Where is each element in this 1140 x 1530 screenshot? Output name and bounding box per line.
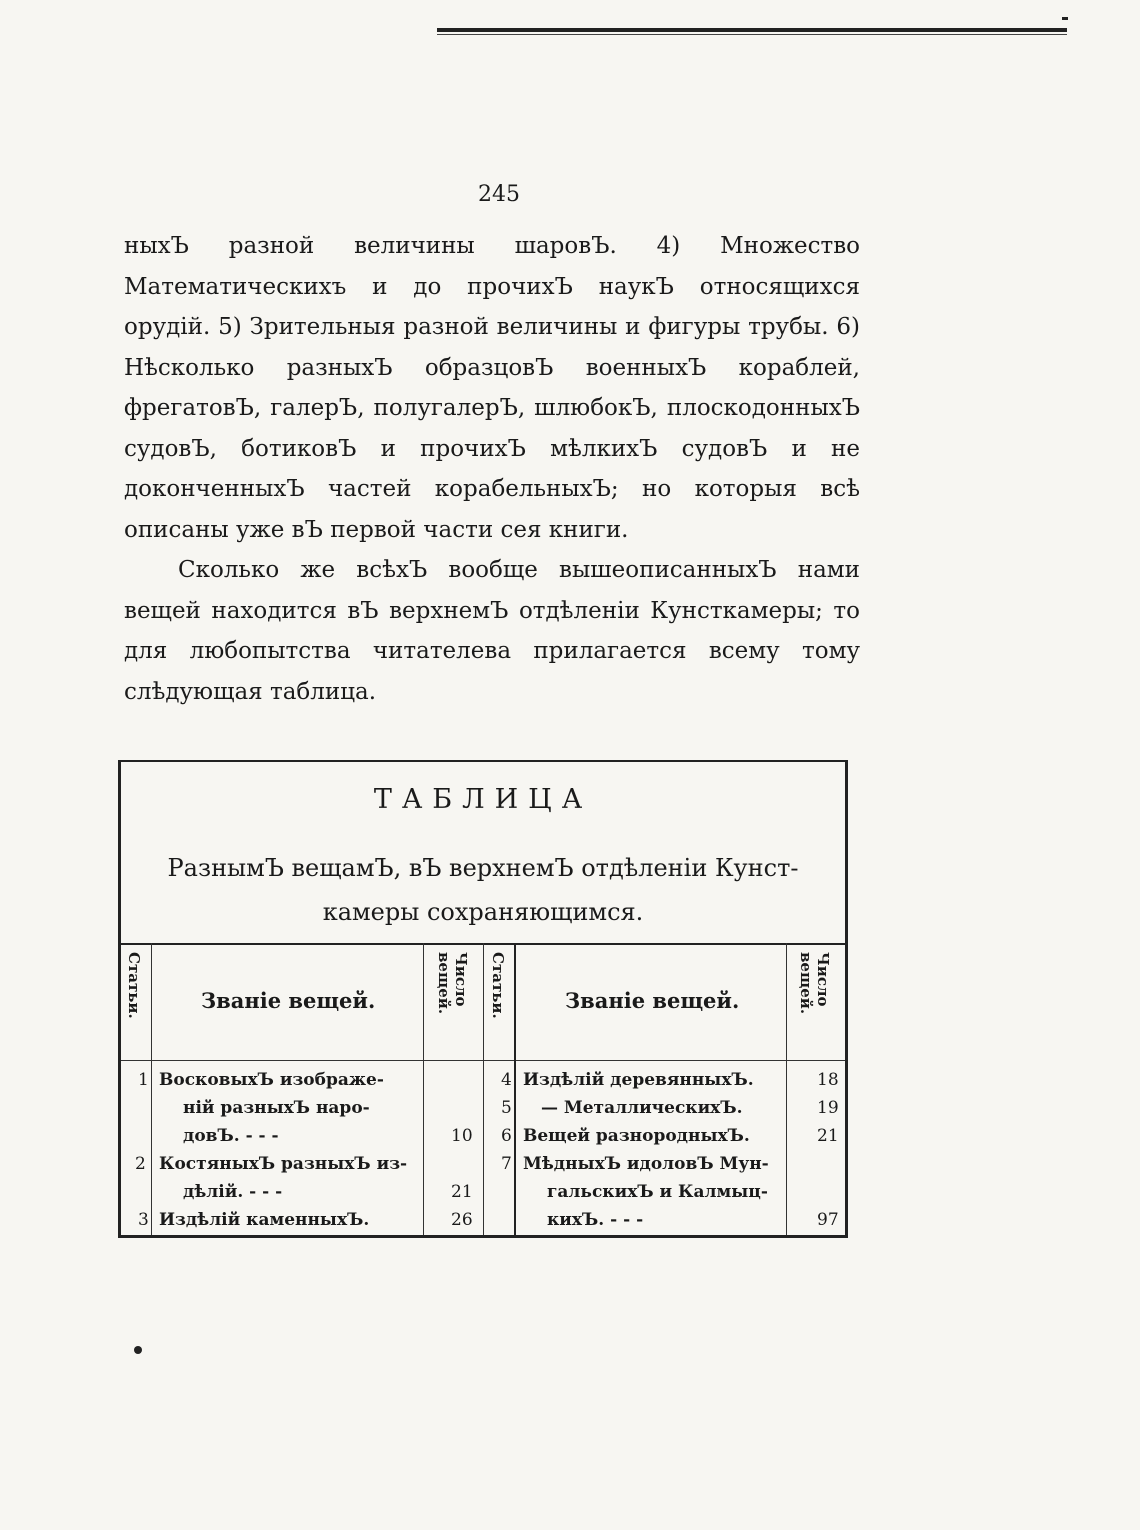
item-count: 19 bbox=[817, 1098, 839, 1118]
header-name-left: Званіе вещей. bbox=[201, 988, 376, 1013]
item-count: 21 bbox=[817, 1126, 839, 1146]
item-count: 21 bbox=[451, 1182, 473, 1202]
header-name-right: Званіе вещей. bbox=[565, 988, 740, 1013]
article-number: 7 bbox=[501, 1154, 512, 1174]
table-subtitle-line-2: камеры сохраняющимся. bbox=[322, 898, 644, 926]
paragraph-2: Сколько же всѣхЪ вообще вышеописанныхЪ нами вещей находится вЪ верхнемЪ отдѣленіи Кунсткамеры; то для любопытства читателева прилагается всему тому слѣдующая таблица. bbox=[124, 557, 860, 705]
article-number: 5 bbox=[501, 1098, 512, 1118]
item-name: КостяныхЪ разныхЪ из- дѣлій. - - - bbox=[159, 1154, 408, 1202]
paragraph-1: ныхЪ разной величины шаровЪ. 4) Множество Математическихъ и до прочихЪ наукЪ относящихся орудій. 5) Зрительныя разной величины и фигуры трубы. 6) Нѣсколько разныхЪ образцовЪ военныхЪ кораблей, фрегатовЪ, галерЪ, полугалерЪ, шлюбокЪ, плоскодонныхЪ судовЪ, ботиковЪ и прочихЪ мѣлкихЪ судовЪ и не доконченныхЪ частей корабельныхЪ; но которыя всѣ описаны уже вЪ первой части сея книги. bbox=[124, 233, 860, 543]
top-rule bbox=[437, 28, 1067, 32]
item-count: 18 bbox=[817, 1070, 839, 1090]
table-subtitle bbox=[121, 846, 845, 934]
item-name: — МеталлическихЪ. bbox=[541, 1098, 743, 1118]
table-subtitle-line-1: РазнымЪ вещамЪ, вЪ верхнемЪ отдѣленіи Кунст- bbox=[167, 854, 799, 882]
header-count-right: Число вещей. bbox=[797, 952, 832, 1015]
article-number: 6 bbox=[501, 1126, 512, 1146]
column-divider-center bbox=[514, 943, 516, 1235]
top-rule-thin bbox=[437, 34, 1067, 35]
item-count: 10 bbox=[451, 1126, 473, 1146]
column-divider bbox=[151, 943, 152, 1235]
column-divider bbox=[423, 943, 424, 1235]
header-article-left: Статьи. bbox=[125, 952, 143, 1019]
ink-dot bbox=[134, 1346, 142, 1354]
article-number: 2 bbox=[135, 1154, 146, 1174]
page-number: 245 bbox=[478, 182, 520, 207]
top-mark bbox=[1062, 17, 1068, 20]
article-number: 3 bbox=[138, 1210, 149, 1230]
table-title: ТАБЛИЦА bbox=[373, 784, 593, 815]
item-name: МѣдныхЪ идоловЪ Мун- гальскихЪ и Калмыц- кихЪ. - - - bbox=[523, 1154, 769, 1230]
item-count: 97 bbox=[817, 1210, 839, 1230]
column-divider bbox=[483, 943, 484, 1235]
items-table bbox=[118, 760, 848, 1238]
body-text bbox=[124, 226, 860, 712]
item-name: ВосковыхЪ изображе- ній разныхЪ наро- довЪ. - - - bbox=[159, 1070, 384, 1146]
article-number: 1 bbox=[138, 1070, 149, 1090]
header-count-left: Число вещей. bbox=[435, 952, 470, 1015]
column-divider bbox=[786, 943, 787, 1235]
item-name: Вещей разнородныхЪ. bbox=[523, 1126, 750, 1146]
header-article-right: Статьи. bbox=[489, 952, 507, 1019]
item-name: Издѣлій каменныхЪ. bbox=[159, 1210, 370, 1230]
article-number: 4 bbox=[501, 1070, 512, 1090]
item-name: Издѣлій деревянныхЪ. bbox=[523, 1070, 754, 1090]
item-count: 26 bbox=[451, 1210, 473, 1230]
